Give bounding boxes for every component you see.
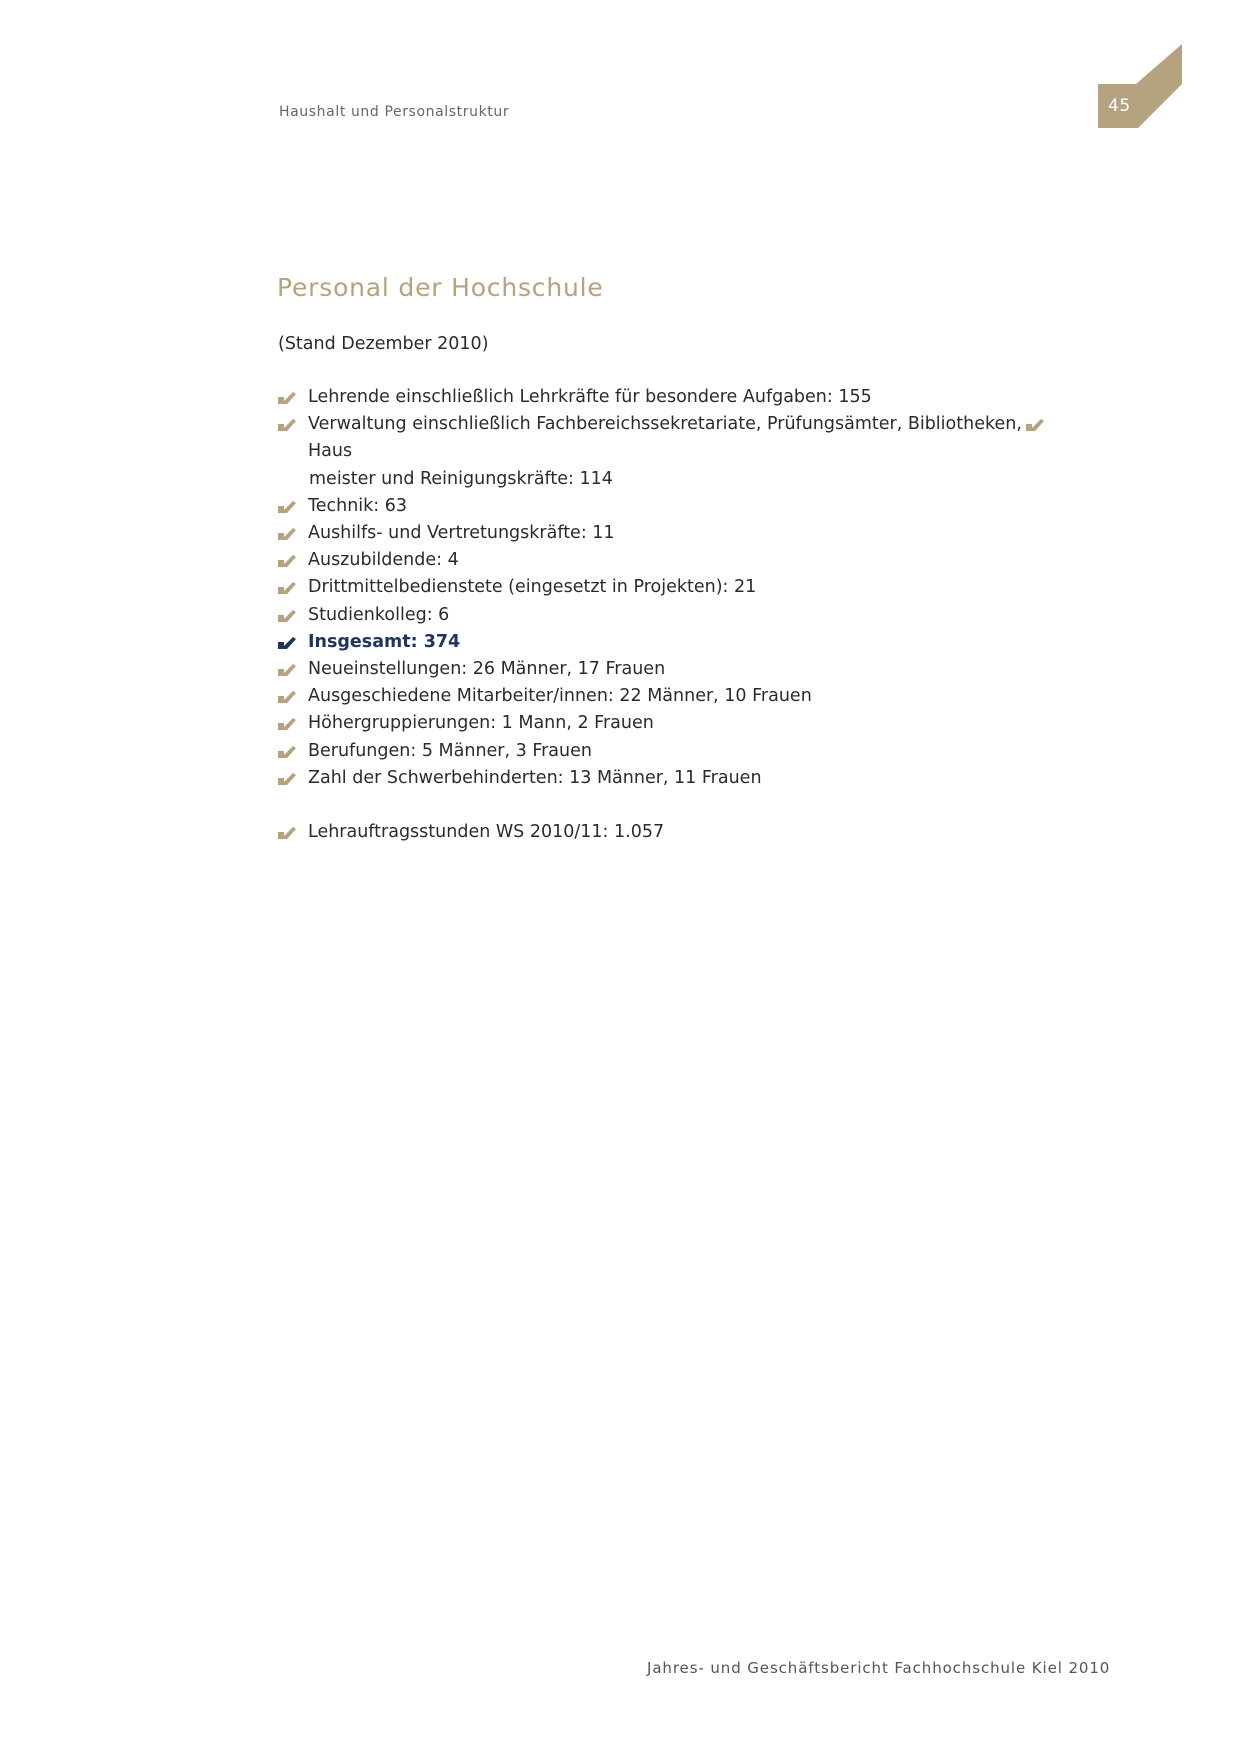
stand-date: (Stand Dezember 2010) bbox=[278, 334, 489, 354]
check-arrow-bullet-icon bbox=[278, 391, 296, 405]
check-arrow-bullet-icon bbox=[278, 418, 296, 432]
page-number: 45 bbox=[1108, 96, 1131, 116]
check-arrow-bullet-icon bbox=[278, 772, 296, 786]
check-arrow-bullet-icon bbox=[278, 636, 296, 650]
staff-list bbox=[278, 384, 1058, 656]
changes-list bbox=[278, 656, 1058, 792]
check-arrow-bullet-icon bbox=[278, 581, 296, 595]
list-item: Technik: 63 bbox=[278, 493, 1058, 520]
list-item: Auszubildende: 4 bbox=[278, 547, 1058, 574]
check-arrow-bullet-icon bbox=[278, 690, 296, 704]
check-arrow-bullet-icon bbox=[278, 663, 296, 677]
list-item: Zahl der Schwerbehinderten: 13 Männer, 11 Frauen bbox=[278, 765, 1058, 792]
list-item: Berufungen: 5 Männer, 3 Frauen bbox=[278, 738, 1058, 765]
check-arrow-bullet-icon bbox=[278, 609, 296, 623]
list-item: Höhergruppierungen: 1 Mann, 2 Frauen bbox=[278, 710, 1058, 737]
list-item: Verwaltung einschließlich Fachbereichssekretariate, Prüfungsämter, Bibliotheken, Haus meister und Reinigungskräfte: 114 bbox=[278, 411, 1058, 493]
running-header: Haushalt und Personalstruktur bbox=[279, 104, 510, 120]
hyphenation-mark-icon bbox=[1026, 418, 1044, 432]
list-item: Aushilfs- und Vertretungskräfte: 11 bbox=[278, 520, 1058, 547]
list-item: Ausgeschiedene Mitarbeiter/innen: 22 Männer, 10 Frauen bbox=[278, 683, 1058, 710]
check-arrow-bullet-icon bbox=[278, 554, 296, 568]
check-arrow-bullet-icon bbox=[278, 527, 296, 541]
section-title: Personal der Hochschule bbox=[277, 273, 604, 302]
list-item: Studienkolleg: 6 bbox=[278, 602, 1058, 629]
list-item: Lehrauftragsstunden WS 2010/11: 1.057 bbox=[278, 819, 1058, 846]
list-item: Lehrende einschließlich Lehrkräfte für besondere Aufgaben: 155 bbox=[278, 384, 1058, 411]
check-arrow-bullet-icon bbox=[278, 717, 296, 731]
check-arrow-bullet-icon bbox=[278, 745, 296, 759]
list-item: Drittmittelbedienstete (eingesetzt in Projekten): 21 bbox=[278, 574, 1058, 601]
list-item: Neueinstellungen: 26 Männer, 17 Frauen bbox=[278, 656, 1058, 683]
total-item: Insgesamt: 374 bbox=[278, 629, 1058, 656]
check-arrow-bullet-icon bbox=[278, 500, 296, 514]
footer-text: Jahres- und Geschäftsbericht Fachhochschule Kiel 2010 bbox=[647, 1659, 1111, 1677]
check-arrow-bullet-icon bbox=[278, 826, 296, 840]
teaching-list bbox=[278, 819, 1058, 846]
